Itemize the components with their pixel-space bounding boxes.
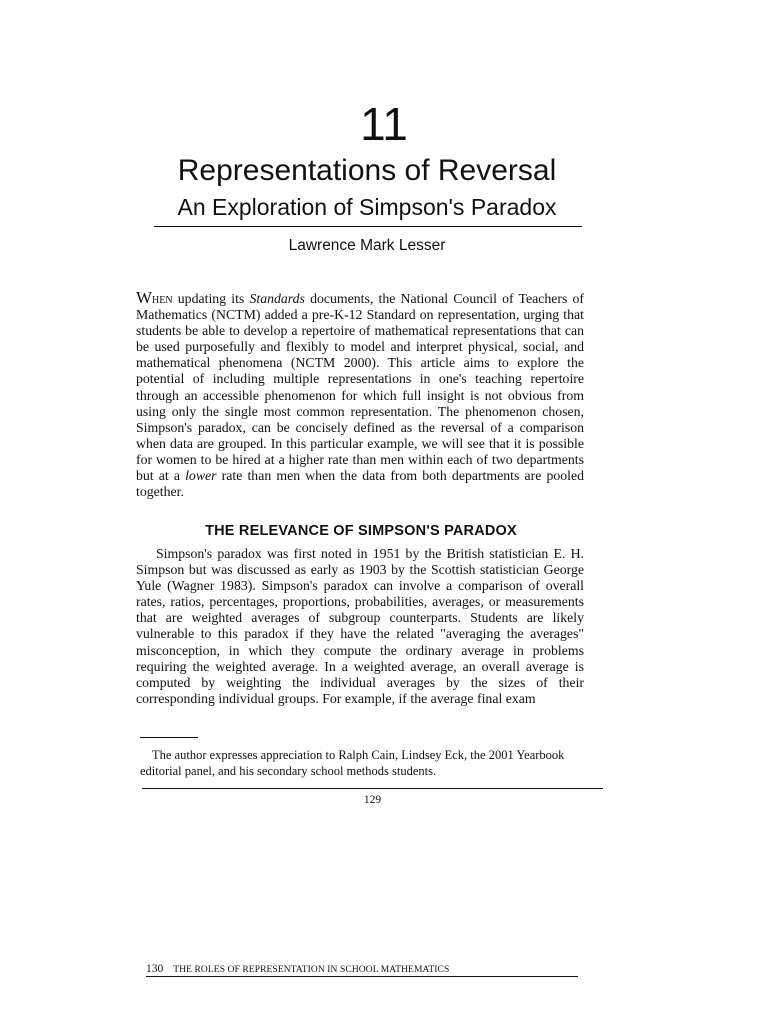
chapter-subtitle: An Exploration of Simpson's Paradox [177,194,557,220]
running-footer [146,962,578,977]
footer-divider [146,976,578,977]
intro-text-3: rate than men when the data from both departments are pooled together. [136,468,584,500]
drop-cap: W [136,288,153,307]
emphasis-standards: Standards [249,291,305,306]
footer-page-number: 130 [146,963,164,975]
page-number: 129 [363,794,382,806]
author-name: Lawrence Mark Lesser [288,237,446,254]
footnote: The author expresses appreciation to Ralph Cain, Lindsey Eck, the 2001 Yearbook editorial panel, and his secondary school methods students. [140,748,565,778]
footer-book-title: THE ROLES OF REPRESENTATION IN SCHOOL MATHEMATICS [173,965,450,975]
page-divider [142,788,603,789]
footnote-divider [140,737,198,738]
intro-paragraph [136,290,584,500]
small-caps-text: hen [152,291,173,306]
chapter-number: 11 [360,98,408,150]
title-divider [154,226,582,227]
chapter-title: Representations of Reversal [177,154,557,187]
intro-text-2: documents, the National Council of Teachers of Mathematics (NCTM) added a pre-K-12 Standard on representation, urging that students be able to develop a repertoire of mathematical representations that can be used purposefully and flexibly to model and interpret physical, social, and mathematical phenomena (NCTM 2000). This article aims to explore the potential of including multiple representations in one's teaching repertoire through an accessible phenomenon for which full insight is not obvious from using only the single most common representation. The phenomenon chosen, Simpson's paradox, can be concisely defined as the reversal of a comparison when data are grouped. In this particular example, we will see that it is possible for women to be hired at a higher rate than men within each of two departments but at a [136,291,584,484]
intro-text-1: updating its [172,291,250,306]
section-paragraph: Simpson's paradox was first noted in 1951 by the British statistician E. H. Simpson but was discussed as early as 1903 by the Scottish statistician George Yule (Wagner 1983). Simpson's paradox can involve a comparison of overall rates, ratios, percentages, proportions, probabilities, averages, or measurements that are weighted averages of subgroup counterparts. Students are likely vulnerable to this paradox if they have the related "averaging the averages" misconception, in which they compute the ordinary average in problems requiring the weighted average. In a weighted average, an overall average is computed by weighting the individual averages by the sizes of their corresponding individual groups. For example, if the average final exam [136,546,584,706]
emphasis-lower: lower [185,468,217,484]
section-heading: THE RELEVANCE OF SIMPSON'S PARADOX [205,523,517,539]
